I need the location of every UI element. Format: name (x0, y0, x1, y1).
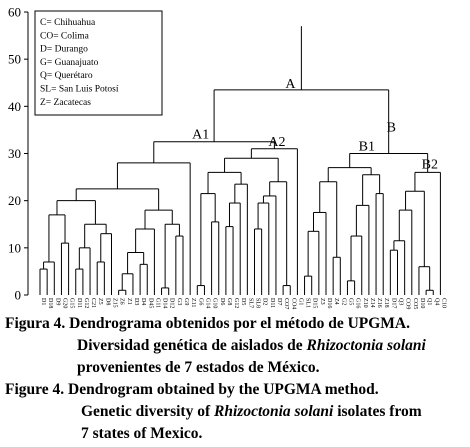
leaf-label: D7 (275, 298, 282, 306)
clade-label-a: A (285, 76, 296, 92)
leaf-label: D2 (261, 298, 268, 306)
leaf-label: D5 (240, 298, 247, 306)
leaf-label: G9 (183, 298, 189, 306)
leaf-label: Q1 (426, 298, 433, 306)
caption-es-text2: Diversidad genética de aislados de (77, 337, 307, 354)
leaf-label: Z1 (125, 298, 132, 305)
leaf-label: D18 (47, 298, 54, 309)
leaf-label: D15 (311, 298, 318, 309)
y-tick-label: 10 (8, 240, 21, 256)
caption-es-text1: Dendrograma obtenidos por el método de UPGMA. (69, 315, 410, 332)
caption-es-line2 (77, 335, 426, 357)
leaf-labels (40, 298, 446, 309)
leaf-label: G12 (233, 298, 240, 309)
y-tick-label: 60 (8, 4, 21, 20)
caption-en-species: Rhizoctonia solani (214, 403, 334, 420)
clade-label-b: B (386, 120, 397, 136)
leaf-label: G3 (175, 298, 182, 306)
leaf-label: Q3 (397, 298, 404, 306)
leaf-label: D12 (168, 298, 175, 309)
legend-entry: SL= San Luis Potosí (40, 84, 119, 95)
caption-en-text3: 7 states of Mexico. (81, 425, 203, 442)
leaf-label: SL1 (304, 298, 311, 309)
leaf-label: SL8 (254, 298, 261, 309)
leaf-label: CO7 (283, 298, 290, 310)
leaf-label: CO5 (411, 298, 418, 310)
legend-entry: Q= Querétaro (40, 71, 93, 82)
y-tick-label: 50 (8, 51, 21, 67)
caption-es-line3 (77, 357, 320, 379)
legend-entry: D= Durango (40, 44, 88, 55)
leaf-label: G16 (354, 298, 361, 309)
y-tick-label: 40 (8, 98, 21, 114)
leaf-label: D4 (140, 298, 147, 306)
leaf-label: G8 (225, 298, 232, 306)
leaf-label: D11 (268, 298, 275, 309)
leaf-label: G1 (297, 298, 304, 306)
leaf-label: Q4 (433, 298, 440, 306)
legend-entry: G= Guanajuato (40, 57, 99, 68)
legend-entry: CO= Colima (40, 31, 89, 42)
clade-label-a1: A1 (192, 127, 210, 143)
legend-box (35, 11, 162, 115)
leaf-label: D14 (161, 298, 168, 309)
leaf-label: D8 (104, 298, 111, 306)
leaf-label: SL7 (247, 298, 254, 309)
leaf-label: G5 (347, 298, 354, 306)
clade-label-b1: B1 (358, 139, 376, 155)
y-tick-label: 30 (8, 146, 21, 161)
leaf-label: Z3 (318, 298, 325, 305)
leaf-label: Z6 (118, 298, 125, 305)
clade-label-a2: A2 (268, 134, 286, 150)
leaf-label: Z4 (333, 298, 340, 305)
leaf-label: D16 (326, 298, 332, 309)
clade-label-b2: B2 (421, 157, 439, 173)
leaf-label: Z14 (368, 298, 375, 308)
y-axis (8, 5, 28, 303)
leaf-label: Z10 (361, 298, 368, 308)
caption-en-prefix: Figure 4. (5, 381, 65, 398)
leaf-label: Z11 (190, 298, 197, 308)
leaf-label: G15 (68, 298, 75, 309)
leaf-label: D3 (132, 298, 139, 306)
leaf-label: G11 (154, 298, 161, 309)
y-tick-label: 20 (8, 193, 21, 209)
leaf-label: D45 (147, 298, 154, 309)
leaf-label: Z18 (383, 298, 390, 308)
caption-es-line1 (5, 313, 410, 335)
leaf-label: G6 (197, 298, 204, 306)
leaf-label: CO4 (290, 298, 297, 310)
caption-es-prefix: Figura 4. (5, 315, 66, 332)
leaf-label: D11 (75, 298, 82, 309)
caption-en-text1: Dendrogram obtained by the UPGMA method. (68, 381, 379, 398)
y-tick-label: 0 (14, 287, 21, 303)
leaf-label: C21 (90, 298, 97, 309)
leaf-label: D6 (218, 298, 225, 306)
caption-es-text3: provenientes de 7 estados de México. (77, 359, 320, 376)
leaf-label: Z5 (97, 298, 104, 305)
leaf-label: Z16 (376, 298, 383, 308)
leaf-label: D9 (54, 298, 61, 306)
caption-en-text2b: isolates from (333, 403, 422, 420)
caption-en-line2 (81, 401, 422, 423)
leaf-label: G14 (204, 298, 211, 309)
legend-entry: C= Chihuahua (40, 18, 96, 28)
leaf-label: C10 (440, 298, 447, 309)
leaf-label: D10 (418, 298, 425, 309)
leaf-label: G12 (82, 298, 89, 309)
leaf-label: G20 (61, 298, 68, 309)
caption-es-species: Rhizoctonia solani (306, 337, 426, 354)
caption-en-text2: Genetic diversity of (81, 403, 215, 420)
leaf-label: G2 (340, 298, 347, 306)
leaf-label: CO9 (404, 298, 411, 310)
caption-en-line3 (81, 423, 202, 445)
leaf-label: D17 (390, 298, 397, 309)
leaf-label: Z15 (111, 298, 118, 308)
leaf-label: D1 (40, 298, 46, 306)
leaf-label: G10 (211, 298, 218, 309)
legend-entry: Z= Zacatecas (40, 97, 91, 108)
caption-en-line1 (5, 379, 379, 401)
